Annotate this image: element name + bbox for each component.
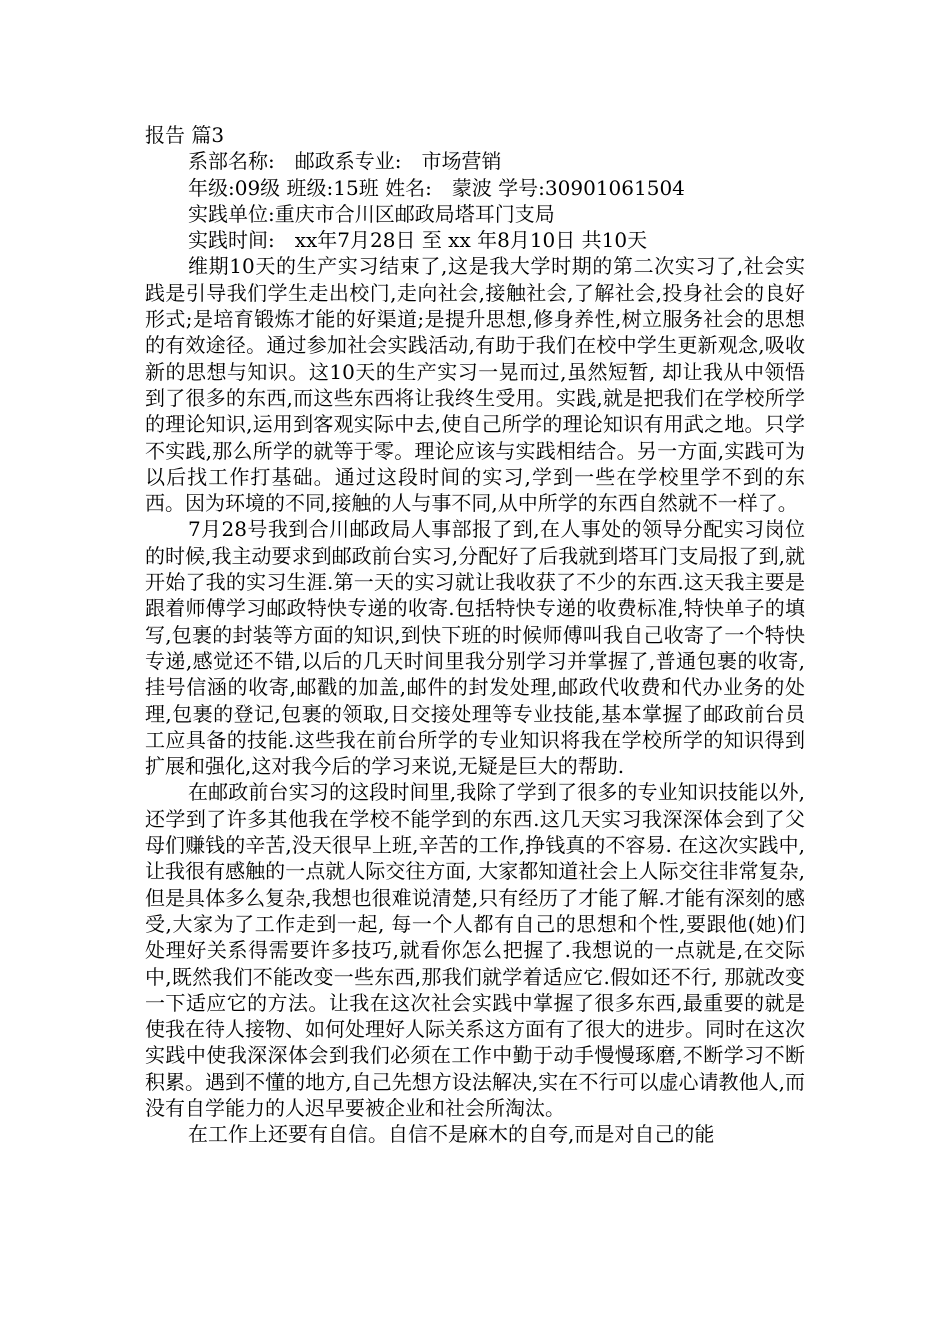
grade-info: 年级:09级 班级:15班 姓名: 蒙波 学号:30901061504 bbox=[188, 175, 685, 200]
paragraph-intro: 维期10天的生产实习结束了,这是我大学时期的第二次实习了,社会实践是引导我们学生走出校门,走向社会,接触社会,了解社会,投身社会的良好形式;是培育锻炼才能的好渠道;是提升思想,修身养性,树立服务社会的思想的有效途径。通过参加社会实践活动,有助于我们在校中学生更新观念,吸收新的思想与知识。这10天的生产实习一晃而过,虽然短暂, 却让我从中领悟到了很多的东西,而这些东西将让我终生受用。实践,就是把我们在学校所学的理论知识,运用到客观实际中去,使自己所学的理论知识有用武之地。只学不实践,那么所学的就等于零。理论应该与实践相结合。另一方面,实践可为以后找工作打基础。通过这段时间的实习,学到一些在学校里学不到的东西。因为环境的不同,接触的人与事不同,从中所学的东西自然就不一样了。 bbox=[145, 254, 805, 516]
practice-time-info: 实践时间: xx年7月28日 至 xx 年8月10日 共10天 bbox=[188, 228, 648, 253]
paragraph-confidence: 在工作上还要有自信。自信不是麻木的自夸,而是对自己的能 bbox=[188, 1122, 715, 1147]
department-info: 系部名称: 邮政系专业: 市场营销 bbox=[188, 149, 502, 174]
paragraph-interpersonal: 在邮政前台实习的这段时间里,我除了学到了很多的专业知识技能以外,还学到了许多其他我在学校不能学到的东西.这几天实习我深深体会到了父母们赚钱的辛苦,没天很早上班,辛苦的工作,挣钱真的不容易. 在这次实践中,让我很有感触的一点就人际交往方面, 大家都知道社会上人际交往非常复杂,但是具体多么复杂,我想也很难说清楚,只有经历了才能了解.才能有深刻的感受,大家为了工作走到一起, 每一个人都有自己的思想和个性,要跟他(她)们处理好关系得需要许多技巧,就看你怎么把握了.我想说的一点就是,在交际中,既然我们不能改变一些东西,那我们就学着适应它.假如还不行, 那就改变一下适应它的方法。让我在这次社会实践中掌握了很多东西,最重要的就是使我在待人接物、如何处理好人际关系这方面有了很大的进步。同时在这次实践中使我深深体会到我们必须在工作中勤于动手慢慢琢磨,不断学习不断积累。遇到不懂的地方,自己先想方设法解决,实在不行可以虚心请教他人,而没有自学能力的人迟早要被企业和社会所淘汰。 bbox=[145, 780, 805, 1120]
document-heading: 报告 篇3 bbox=[145, 123, 225, 147]
document-page bbox=[145, 122, 805, 1148]
practice-unit-info: 实践单位:重庆市合川区邮政局塔耳门支局 bbox=[188, 201, 555, 226]
paragraph-internship-start: 7月28号我到合川邮政局人事部报了到,在人事处的领导分配实习岗位的时候,我主动要求到邮政前台实习,分配好了后我就到塔耳门支局报了到,就开始了我的实习生涯.第一天的实习就让我收获了不少的东西.这天我主要是跟着师傅学习邮政特快专递的收寄.包括特快专递的收费标准,特快单子的填写,包裹的封装等方面的知识,到快下班的时候师傅叫我自己收寄了一个特快专递,感觉还不错,以后的几天时间里我分别学习并掌握了,普通包裹的收寄,挂号信涵的收寄,邮戳的加盖,邮件的封发处理,邮政代收费和代办业务的处理,包裹的登记,包裹的领取,日交接处理等专业技能,基本掌握了邮政前台员工应具备的技能.这些我在前台所学的专业知识将我在学校所学的知识得到扩展和强化,这对我今后的学习来说,无疑是巨大的帮助. bbox=[145, 517, 805, 779]
